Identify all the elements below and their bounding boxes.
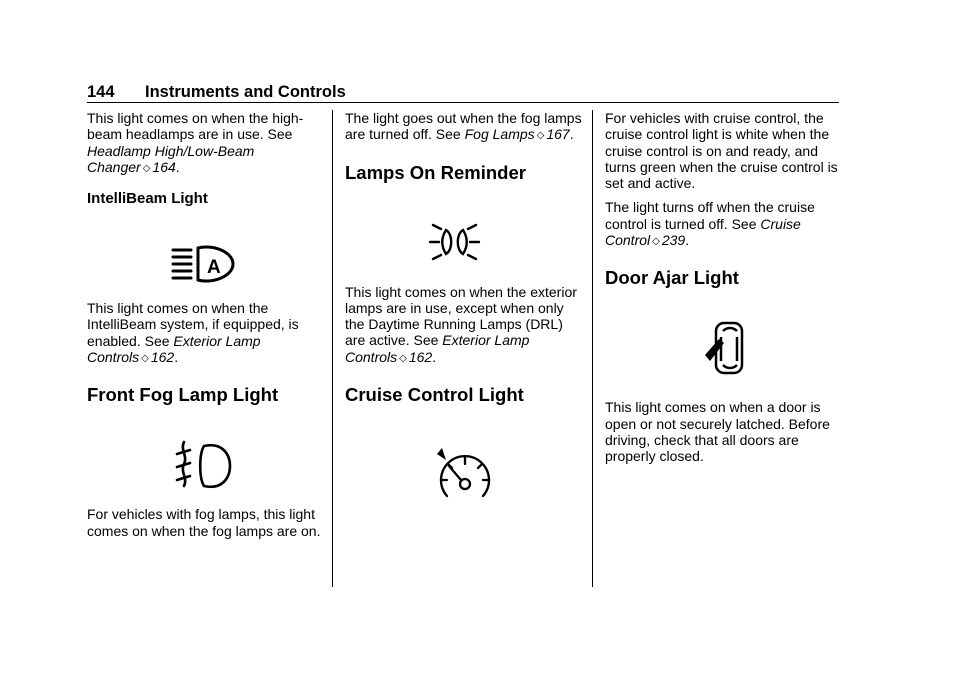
section-title: Instruments and Controls: [145, 83, 346, 101]
exterior-lamp-controls-link-2[interactable]: Exterior Lamp Controls: [345, 332, 530, 365]
column-1: [87, 110, 327, 547]
door-ajar-icon: [605, 289, 845, 399]
headlamp-changer-link[interactable]: Headlamp High/Low-Beam Changer: [87, 142, 255, 175]
front-fog-lamp-icon: [87, 406, 327, 506]
page-ref-162[interactable]: 162: [150, 349, 175, 366]
door-icon-wrap: [605, 289, 845, 399]
page-ref-239[interactable]: 239: [661, 232, 686, 249]
cruise-control-link[interactable]: Cruise Control: [605, 215, 801, 249]
page-ref-arrow-icon: ◇: [141, 353, 149, 365]
cruise-control-speedometer-icon: [345, 406, 585, 506]
column-divider-2: [592, 110, 593, 587]
page-ref-arrow-icon: ◇: [399, 352, 407, 364]
high-beam-paragraph: This light comes on when the high-beam headlamps are in use. See Headlamp High/Low-Beam Changer ◇ 164.: [87, 110, 304, 175]
intellibeam-icon-wrap: [87, 208, 327, 300]
column-divider-1: [332, 110, 333, 587]
door-ajar-paragraph: This light comes on when a door is open or not securely latched. Before driving, check that all doors are properly closed.: [605, 399, 830, 465]
page-ref-arrow-icon: ◇: [142, 162, 151, 174]
cruise-heading: Cruise Control Light: [345, 384, 524, 406]
intellibeam-headlamp-icon: [87, 208, 327, 300]
fog-icon-wrap: [87, 406, 327, 506]
page-ref-arrow-icon: ◇: [652, 236, 660, 248]
page-number: 144: [87, 83, 115, 101]
lamps-on-paragraph: This light comes on when the exterior lamps are in use, except when only the Daytime Running Lamps (DRL) are active. See Exterior Lamp Controls ◇ 162.: [345, 283, 577, 365]
lamps-on-heading: Lamps On Reminder: [345, 161, 526, 183]
intellibeam-paragraph: This light comes on when the IntelliBeam system, if equipped, is enabled. See Exterior Lamp Controls ◇ 162.: [87, 300, 299, 366]
cruise-status-paragraph: For vehicles with cruise control, the cruise control light is white when the cruise control is on and ready, and turns green when the cruise control is set and active.: [605, 110, 838, 192]
lamps-on-icon-wrap: [345, 184, 585, 284]
cruise-icon-wrap: [345, 406, 585, 506]
lamps-on-reminder-icon: [345, 184, 585, 284]
front-fog-heading: Front Fog Lamp Light: [87, 384, 279, 406]
exterior-lamp-controls-link[interactable]: Exterior Lamp Controls: [87, 332, 261, 366]
page-ref-167[interactable]: 167: [546, 126, 570, 143]
fog-paragraph: For vehicles with fog lamps, this light comes on when the fog lamps are on.: [87, 506, 321, 539]
intellibeam-heading: IntelliBeam Light: [87, 190, 208, 208]
door-ajar-heading: Door Ajar Light: [605, 267, 739, 289]
fog-off-paragraph: The light goes out when the fog lamps are turned off. See Fog Lamps ◇ 167.: [345, 110, 582, 143]
page-header: [87, 82, 839, 103]
column-3: [605, 110, 845, 473]
page-ref-164[interactable]: 164: [152, 158, 176, 175]
fog-lamps-link[interactable]: Fog Lamps: [464, 126, 535, 143]
page-ref-arrow-icon: ◇: [536, 130, 545, 142]
intellibeam-letter: A: [207, 257, 221, 279]
column-2: [345, 110, 585, 506]
page-ref-162-2[interactable]: 162: [408, 348, 433, 365]
cruise-off-paragraph: The light turns off when the cruise control is turned off. See Cruise Control ◇ 239.: [605, 199, 815, 249]
